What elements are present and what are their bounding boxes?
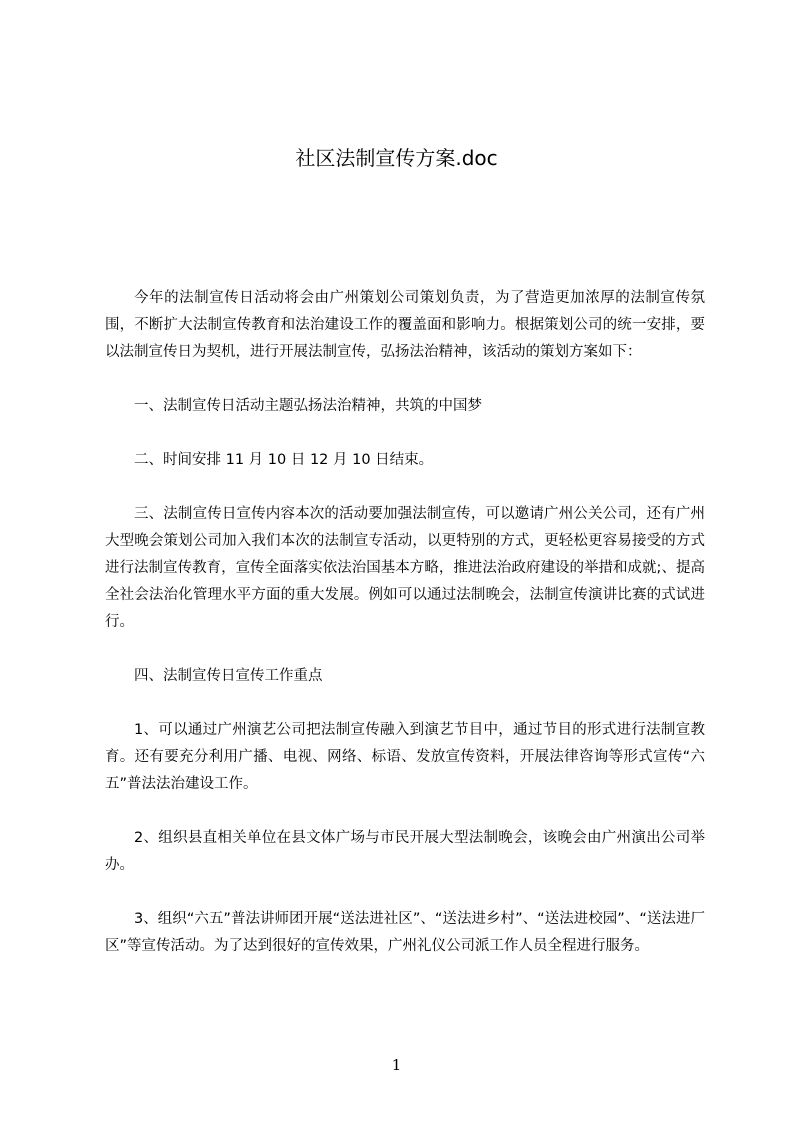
- document-title: 社区法制宣传方案.doc: [295, 146, 498, 170]
- paragraph-focus-item-1: 1、可以通过广州演艺公司把法制宣传融入到演艺节目中，通过节目的形式进行法制宣教育。还有要充分利用广播、电视、网络、标语、发放宣传资料，开展法律咨询等形式宣传“六五”普法法治建设工作。: [105, 722, 705, 792]
- paragraph-focus-item-2: 2、组织县直相关单位在县文体广场与市民开展大型法制晚会，该晚会由广州演出公司举办。: [105, 830, 705, 873]
- paragraph-schedule: 二、时间安排 11 月 10 日 12 月 10 日结束。: [134, 452, 434, 468]
- paragraph-content: 三、法制宣传日宣传内容本次的活动要加强法制宣传，可以邀请广州公关公司，还有广州大型晚会策划公司加入我们本次的法制宣专活动，以更特别的方式，更轻松更容易接受的方式进行法制宣传教育，宣传全面落实依法治国基本方略，推进法治政府建设的举措和成就;、提高全社会法治化管理水平方面的重大发展。例如可以通过法制晚会，法制宣传演讲比赛的式试进行。: [105, 506, 705, 630]
- paragraph-theme: 一、法制宣传日活动主题弘扬法治精神，共筑的中国梦: [134, 398, 482, 414]
- document-body: [105, 285, 705, 987]
- paragraph-intro: 今年的法制宣传日活动将会由广州策划公司策划负责，为了营造更加浓厚的法制宣传氛围，不断扩大法制宣传教育和法治建设工作的覆盖面和影响力。根据策划公司的统一安排，要以法制宣传日为契机，进行开展法制宣传，弘扬法治精神，该活动的策划方案如下：: [105, 290, 705, 360]
- paragraph-focus-heading: 四、法制宣传日宣传工作重点: [134, 668, 323, 684]
- paragraph-focus-item-3: 3、组织“六五”普法讲师团开展“送法进社区”、“送法进乡村”、“送法进校园”、“送法进厂区”等宣传活动。为了达到很好的宣传效果，广州礼仪公司派工作人员全程进行服务。: [105, 911, 705, 954]
- page-number: 1: [391, 1056, 402, 1074]
